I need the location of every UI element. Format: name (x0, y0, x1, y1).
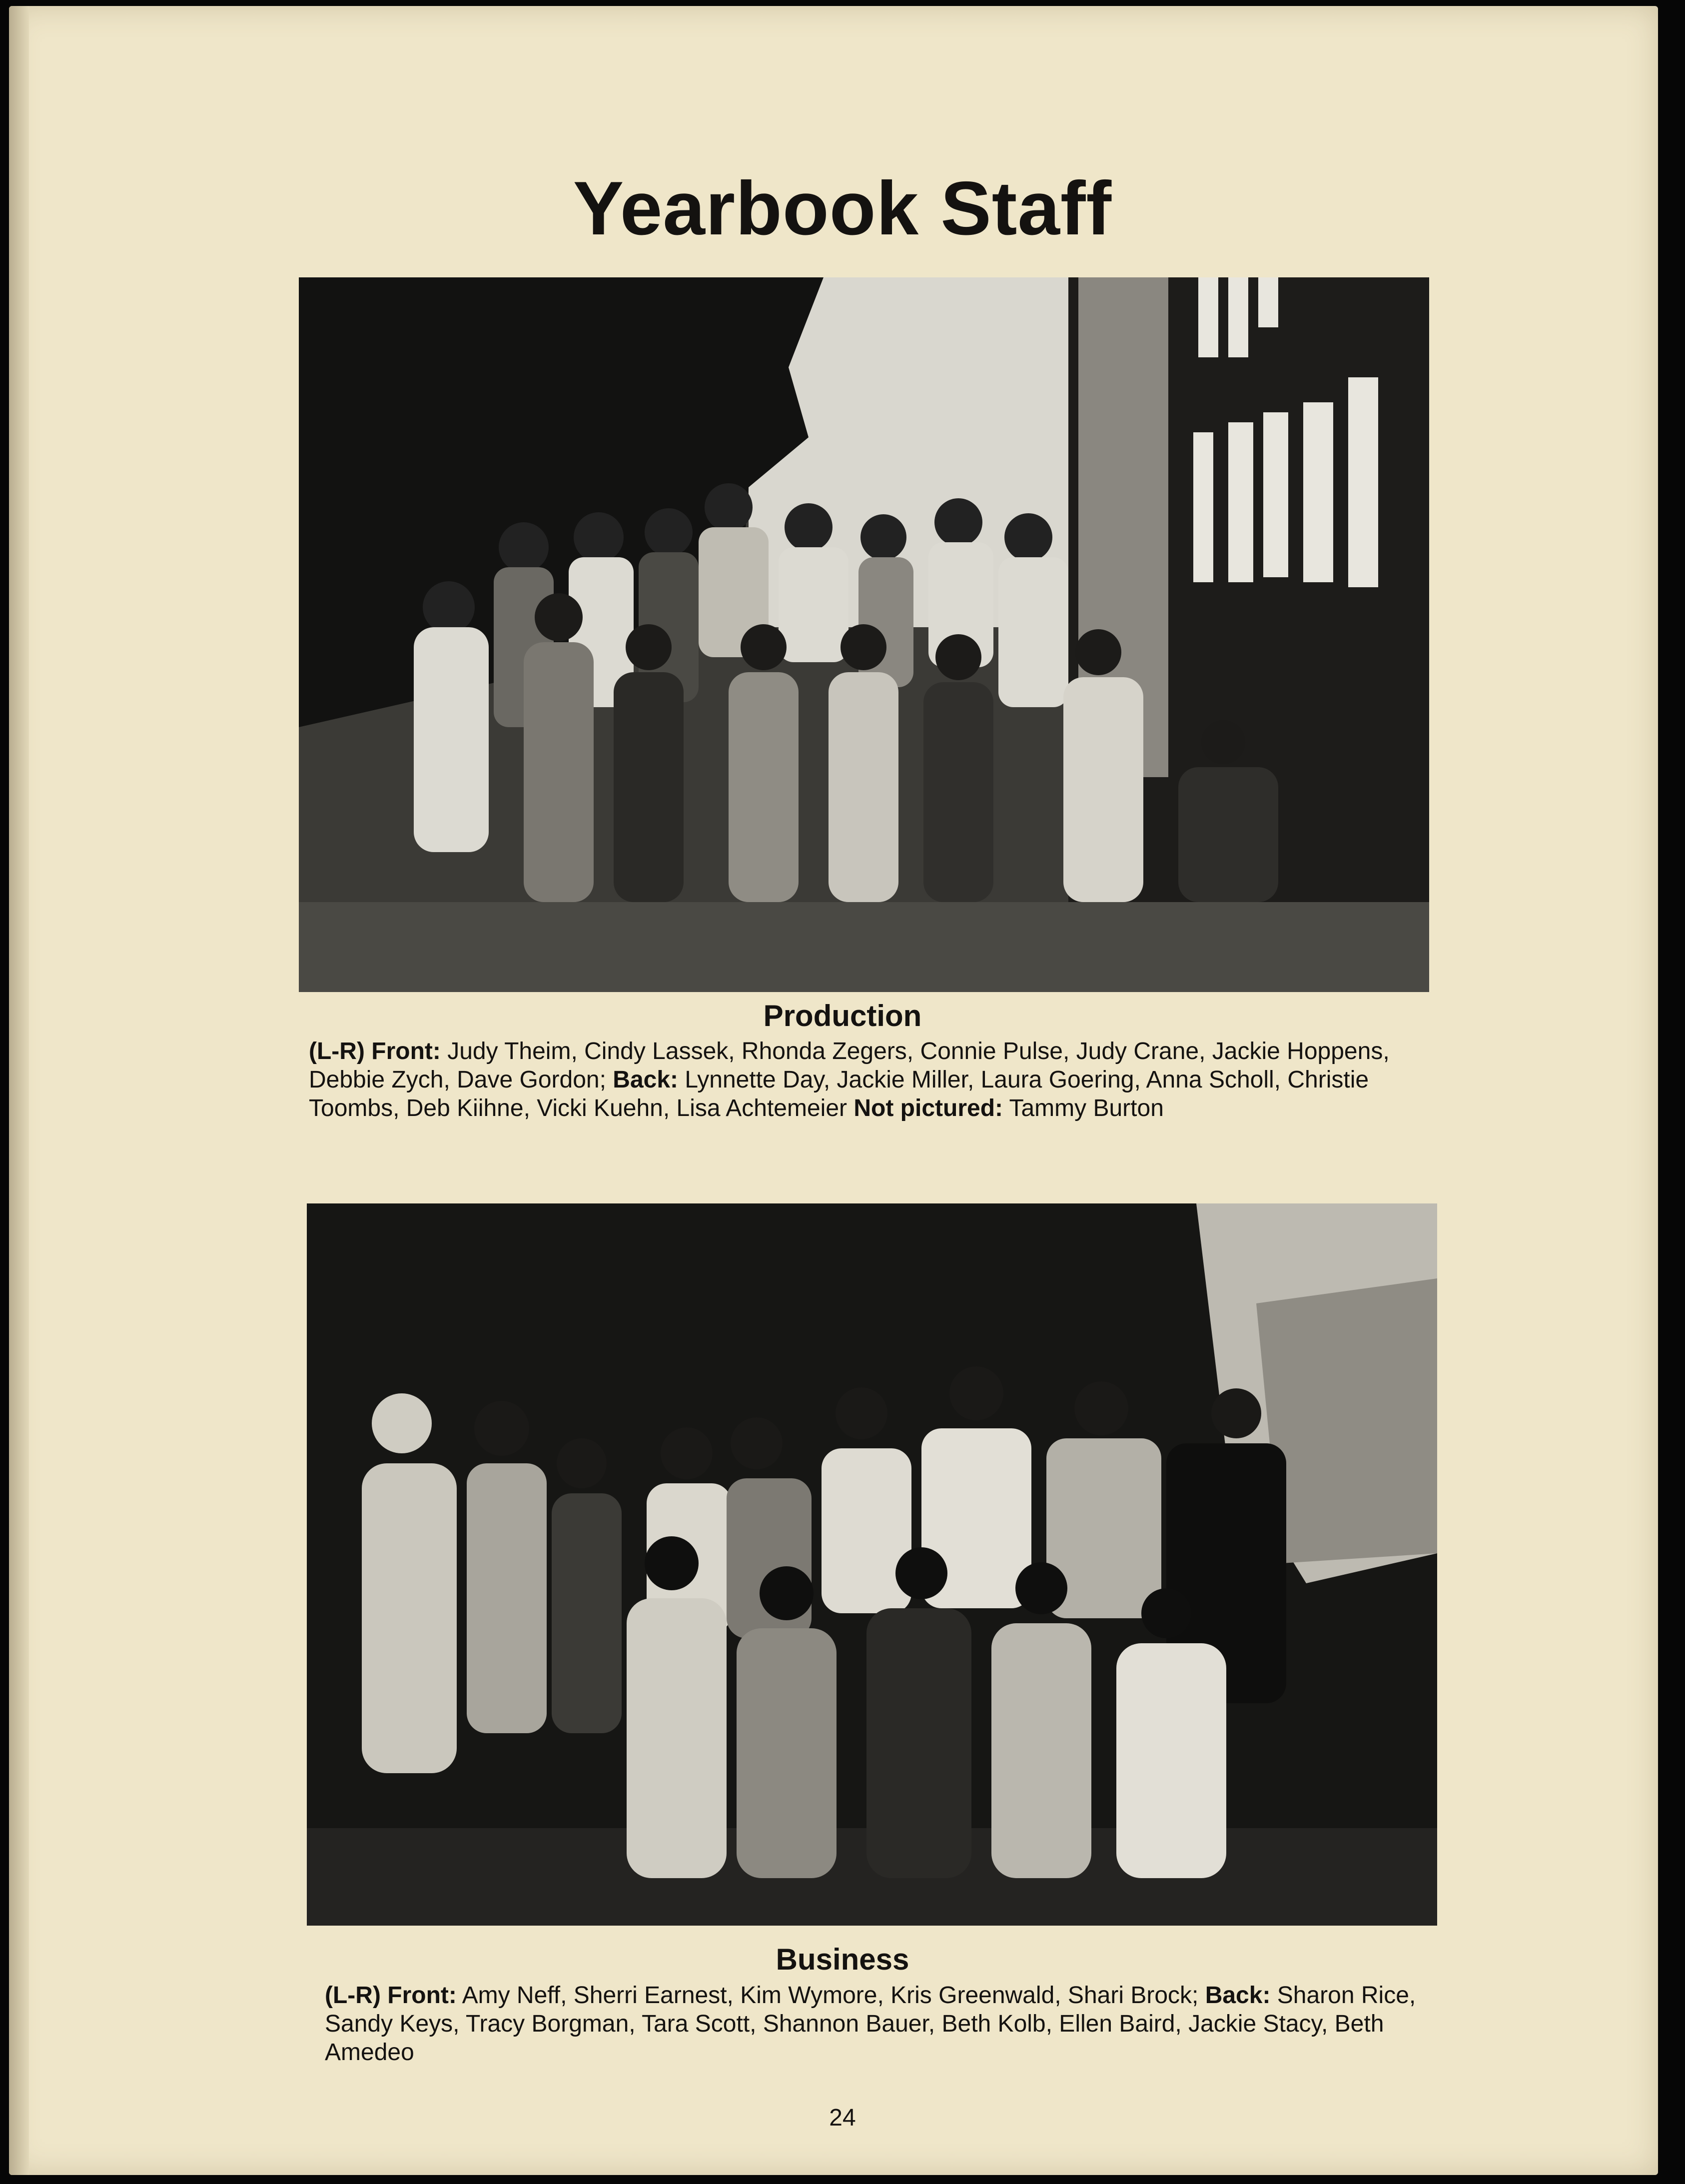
business-caption (325, 1981, 1439, 2067)
production-photo-illustration (299, 277, 1429, 992)
page-binding-edge (9, 6, 29, 2175)
production-caption-prefix: (L-R) Front: (309, 1038, 441, 1065)
production-back-label: Back: (613, 1067, 679, 1093)
production-back-names: Lynnette Day, Jackie Miller, Laura Goering, Anna Scholl, Christie Toombs, Deb Kiihne, Vicki Kuehn, Lisa Achtemeier (309, 1067, 1369, 1121)
production-not-pictured-names: Tammy Burton (1003, 1095, 1164, 1121)
page-title: Yearbook Staff (573, 166, 1112, 251)
page-number: 24 (829, 2105, 856, 2131)
business-back-names: Sharon Rice, Sandy Keys, Tracy Borgman, Tara Scott, Shannon Bauer, Beth Kolb, Ellen Baird, Jackie Stacy, Beth Amedeo (325, 1982, 1416, 2066)
production-caption (309, 1037, 1433, 1122)
business-photo-illustration (307, 1203, 1437, 1926)
business-front-names: Amy Neff, Sherri Earnest, Kim Wymore, Kris Greenwald, Shari Brock; (456, 1982, 1205, 2009)
business-caption-prefix: (L-R) Front: (325, 1982, 457, 2009)
business-back-label: Back: (1205, 1982, 1271, 2009)
production-group-photo (299, 277, 1429, 992)
production-not-pictured-label: Not pictured: (853, 1095, 1003, 1121)
business-heading: Business (776, 1943, 909, 1976)
production-front-names: Judy Theim, Cindy Lassek, Rhonda Zegers, Connie Pulse, Judy Crane, Jackie Hoppens, Debbie Zych, Dave Gordon; (309, 1038, 1390, 1093)
business-group-photo (307, 1203, 1437, 1926)
production-heading: Production (763, 999, 922, 1033)
